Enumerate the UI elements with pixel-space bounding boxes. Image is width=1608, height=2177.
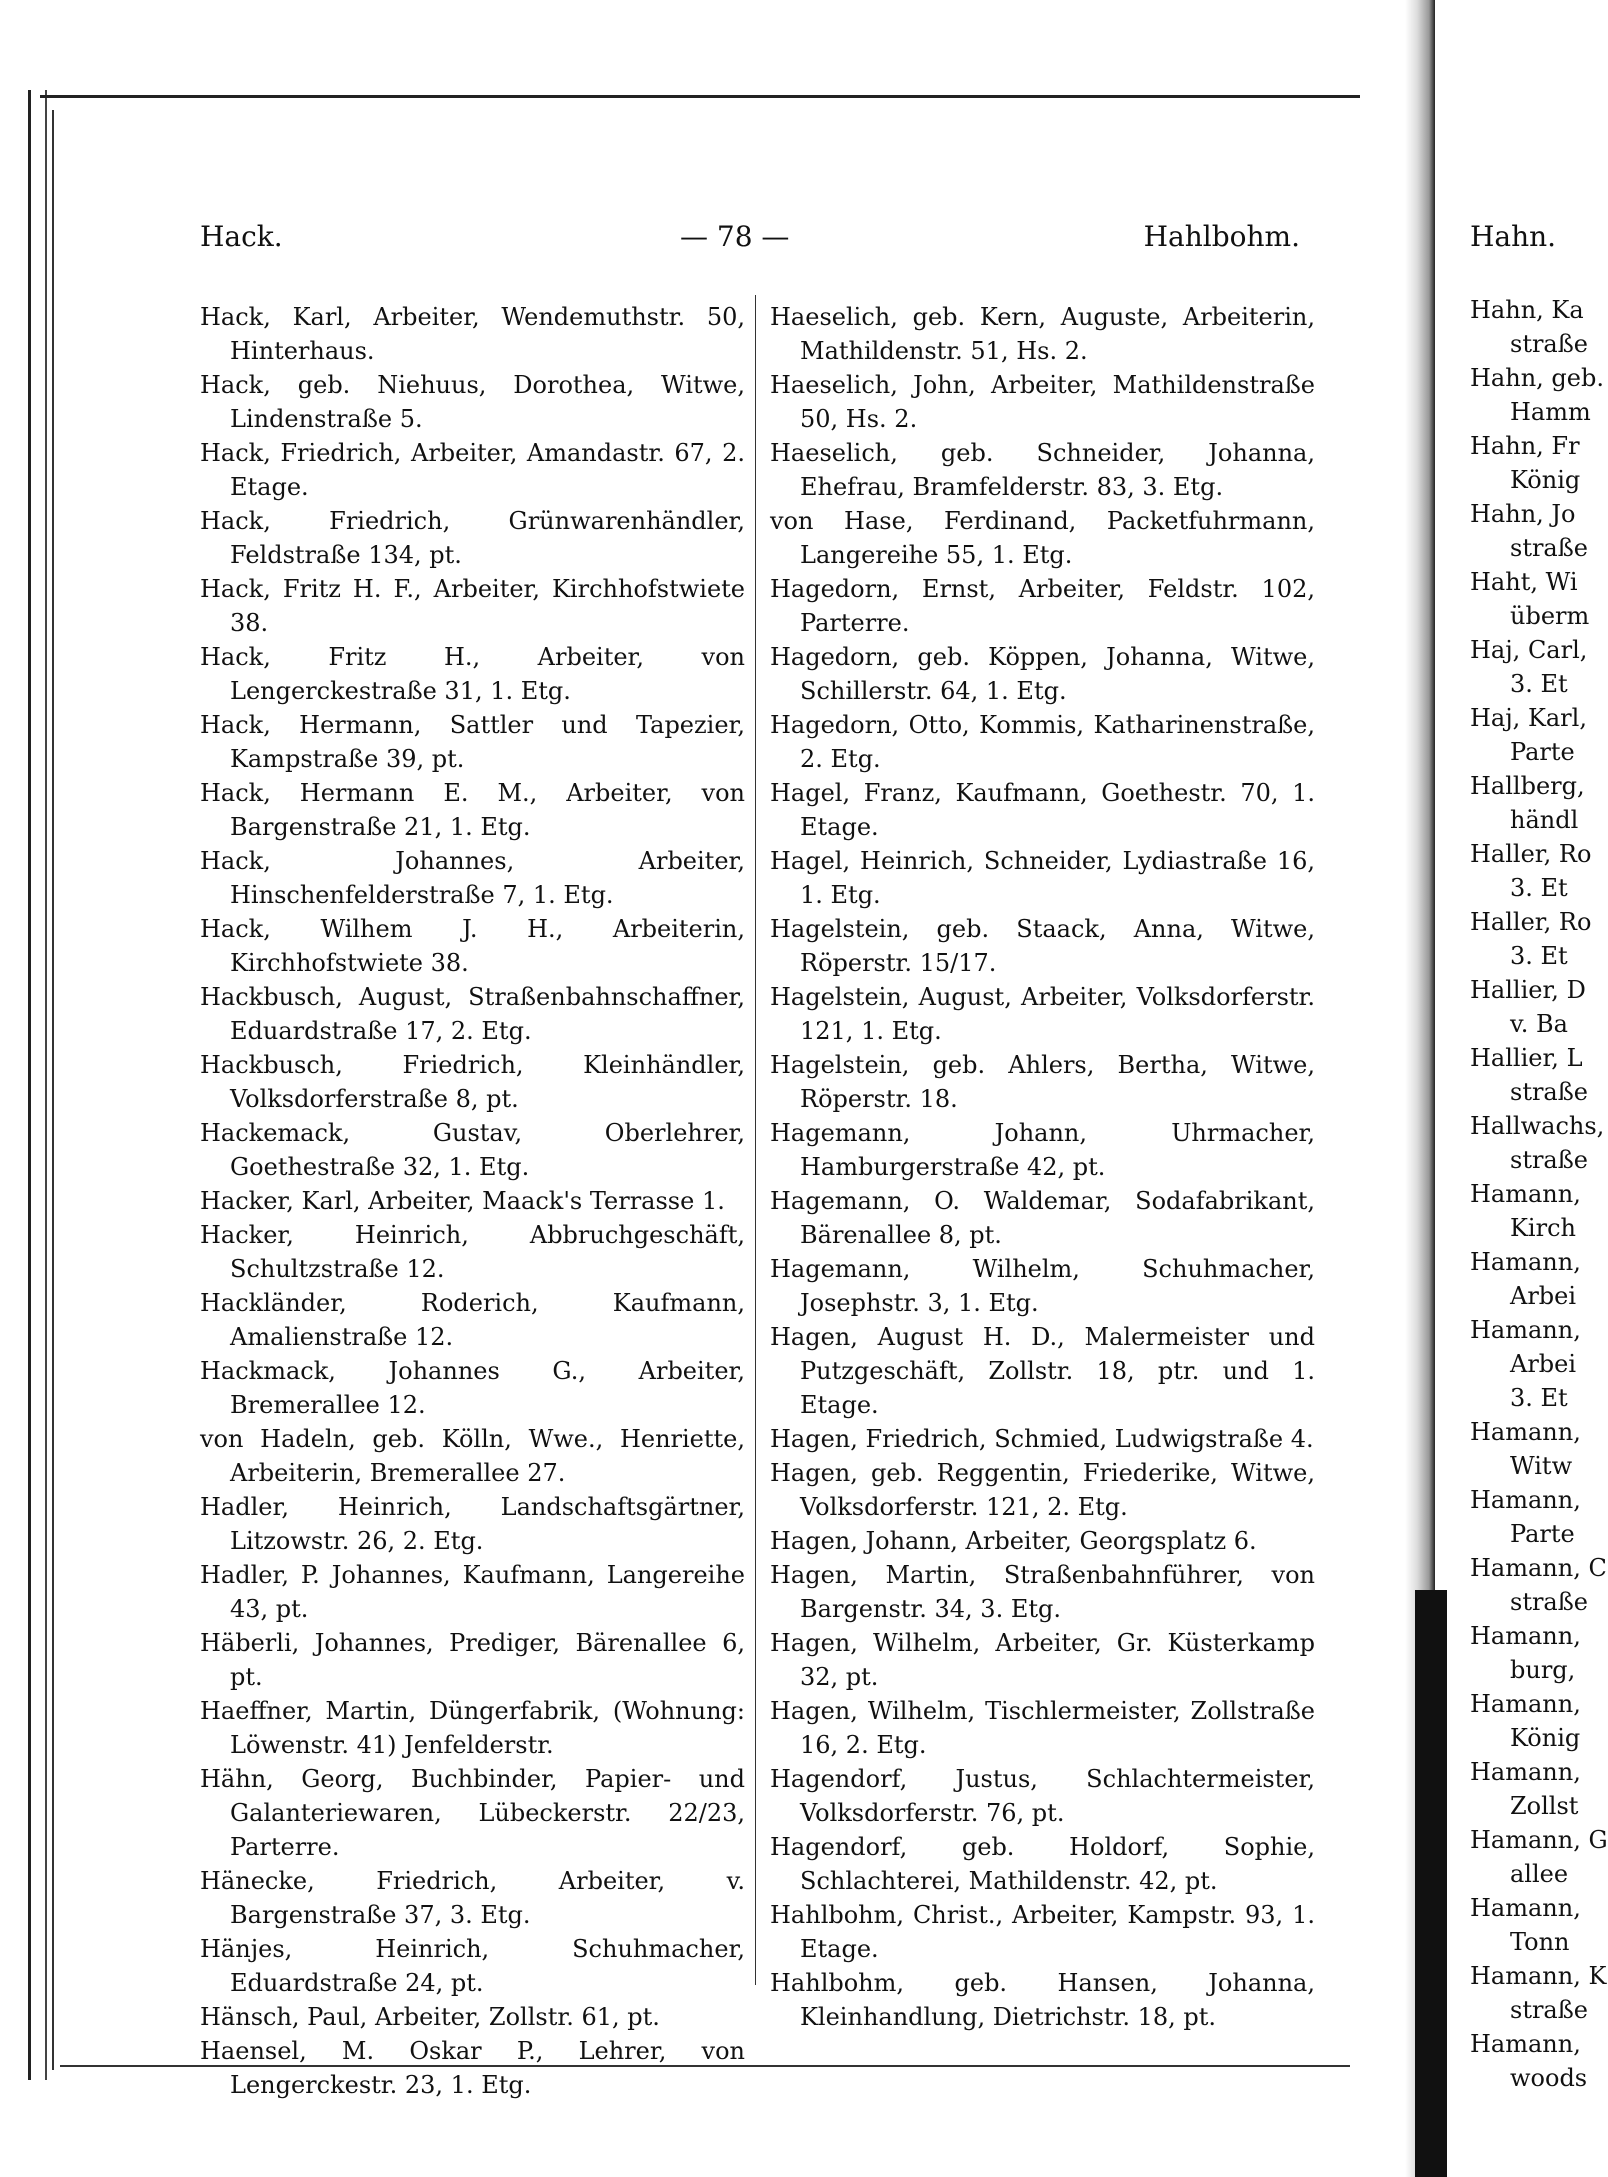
next-page-line: Arbei — [1510, 1350, 1577, 1378]
page-number: — 78 — — [680, 220, 790, 253]
directory-entry: Hagelstein, geb. Ahlers, Bertha, Witwe, Röperstr. 18. — [770, 1051, 1315, 1113]
next-page-line: Tonn — [1510, 1928, 1570, 1956]
directory-entry: Haeffner, Martin, Düngerfabrik, (Wohnung: Löwenstr. 41) Jenfelderstr. — [200, 1697, 745, 1759]
next-page-line: straße — [1510, 1588, 1588, 1616]
left-column — [200, 300, 745, 2102]
directory-entry: Hahlbohm, Christ., Arbeiter, Kampstr. 93, 1. Etage. — [770, 1901, 1315, 1963]
next-page-line: Hahn, Jo — [1470, 500, 1576, 528]
next-page-head: Hahn. — [1470, 220, 1557, 253]
directory-entry: Hagendorf, geb. Holdorf, Sophie, Schlachterei, Mathildenstr. 42, pt. — [770, 1833, 1315, 1895]
directory-entry: Hack, Johannes, Arbeiter, Hinschenfelderstraße 7, 1. Etg. — [200, 847, 745, 909]
directory-entry: Hagen, August H. D., Malermeister und Putzgeschäft, Zollstr. 18, ptr. und 1. Etage. — [770, 1323, 1315, 1419]
next-page-line: straße — [1510, 1078, 1588, 1106]
next-page-line: Haller, Ro — [1470, 840, 1592, 868]
next-page-line: Hallier, L — [1470, 1044, 1583, 1072]
directory-entry: Hähn, Georg, Buchbinder, Papier- und Galanteriewaren, Lübeckerstr. 22/23, Parterre. — [200, 1765, 745, 1861]
directory-entry: Hagemann, O. Waldemar, Sodafabrikant, Bärenallee 8, pt. — [770, 1187, 1315, 1249]
running-head — [200, 220, 1300, 270]
next-page-line: straße — [1510, 1996, 1588, 2024]
next-page-line: Hahn, geb. — [1470, 364, 1604, 392]
directory-entry: Hagedorn, geb. Köppen, Johanna, Witwe, Schillerstr. 64, 1. Etg. — [770, 643, 1315, 705]
directory-entry: Hagel, Franz, Kaufmann, Goethestr. 70, 1. Etage. — [770, 779, 1315, 841]
directory-entry: Hagemann, Wilhelm, Schuhmacher, Josephstr. 3, 1. Etg. — [770, 1255, 1315, 1317]
next-page-line: 3. Et — [1510, 670, 1568, 698]
directory-entry: Hänecke, Friedrich, Arbeiter, v. Bargenstraße 37, 3. Etg. — [200, 1867, 745, 1929]
next-page-line: Hamann, — [1470, 2030, 1581, 2058]
next-page-line: Hamann, — [1470, 1180, 1581, 1208]
directory-entry: Hack, Karl, Arbeiter, Wendemuthstr. 50, Hinterhaus. — [200, 303, 745, 365]
directory-entry: Hackmack, Johannes G., Arbeiter, Bremerallee 12. — [200, 1357, 745, 1419]
next-page-line: Hahn, Ka — [1470, 296, 1584, 324]
next-page-line: Hamann, — [1470, 1418, 1581, 1446]
next-page-line: händl — [1510, 806, 1579, 834]
directory-entry: Häberli, Johannes, Prediger, Bärenallee 6, pt. — [200, 1629, 745, 1691]
gutter-shadow — [1415, 1590, 1447, 2177]
book-edge-inner — [52, 110, 60, 2070]
directory-entry: Hadler, Heinrich, Landschaftsgärtner, Litzowstr. 26, 2. Etg. — [200, 1493, 745, 1555]
next-page-line: König — [1510, 1724, 1581, 1752]
directory-entry: Hacker, Karl, Arbeiter, Maack's Terrasse 1. — [200, 1187, 725, 1215]
directory-entry: Hagemann, Johann, Uhrmacher, Hamburgerstraße 42, pt. — [770, 1119, 1315, 1181]
directory-entry: Hagendorf, Justus, Schlachtermeister, Volksdorferstr. 76, pt. — [770, 1765, 1315, 1827]
directory-entry: Haensel, M. Oskar P., Lehrer, von Lengerckestr. 23, 1. Etg. — [200, 2037, 745, 2099]
next-page-line: Hamann, — [1470, 1758, 1581, 1786]
next-page-line: burg, — [1510, 1656, 1576, 1684]
next-page-line: Parte — [1510, 738, 1575, 766]
directory-entry: Haeselich, John, Arbeiter, Mathildenstraße 50, Hs. 2. — [770, 371, 1315, 433]
next-page-line: Haj, Karl, — [1470, 704, 1587, 732]
directory-entry: Hänsch, Paul, Arbeiter, Zollstr. 61, pt. — [200, 2003, 660, 2031]
next-page-line: Zollst — [1510, 1792, 1579, 1820]
next-page-line: 3. Et — [1510, 874, 1568, 902]
next-page-line: Hamann, C — [1470, 1554, 1607, 1582]
directory-entry: Hagen, geb. Reggentin, Friederike, Witwe, Volksdorferstr. 121, 2. Etg. — [770, 1459, 1315, 1521]
directory-entry: Hack, Friedrich, Grünwarenhändler, Feldstraße 134, pt. — [200, 507, 745, 569]
next-page-fragment — [1470, 220, 1608, 2092]
next-page-line: 3. Et — [1510, 942, 1568, 970]
directory-entry: Hack, Fritz H. F., Arbeiter, Kirchhofstwiete 38. — [200, 575, 745, 637]
column-rule — [755, 295, 756, 1985]
directory-entry: Hagelstein, August, Arbeiter, Volksdorferstr. 121, 1. Etg. — [770, 983, 1315, 1045]
next-page-line: Kirch — [1510, 1214, 1576, 1242]
next-page-line: Haht, Wi — [1470, 568, 1578, 596]
next-page-line: Haj, Carl, — [1470, 636, 1588, 664]
next-page-line: v. Ba — [1510, 1010, 1568, 1038]
directory-entry: Hadler, P. Johannes, Kaufmann, Langereihe 43, pt. — [200, 1561, 745, 1623]
next-page-line: Hallier, D — [1470, 976, 1586, 1004]
next-page-line: Hamann, K — [1470, 1962, 1607, 1990]
directory-entry: Hagedorn, Otto, Kommis, Katharinenstraße, 2. Etg. — [770, 711, 1315, 773]
next-page-line: Hamann, — [1470, 1248, 1581, 1276]
next-page-line: woods — [1510, 2064, 1588, 2092]
directory-entry: Haeselich, geb. Kern, Auguste, Arbeiterin, Mathildenstr. 51, Hs. 2. — [770, 303, 1315, 365]
next-page-line: Arbei — [1510, 1282, 1577, 1310]
next-page-line: Hallberg, — [1470, 772, 1585, 800]
next-page-line: König — [1510, 466, 1581, 494]
directory-entry: Hahlbohm, geb. Hansen, Johanna, Kleinhandlung, Dietrichstr. 18, pt. — [770, 1969, 1315, 2031]
next-page-line: straße — [1510, 534, 1588, 562]
next-page-line: Hamann, — [1470, 1894, 1581, 1922]
running-head-left: Hack. — [200, 220, 283, 253]
next-page-line: Hallwachs, — [1470, 1112, 1605, 1140]
directory-entry: Hagen, Wilhelm, Arbeiter, Gr. Küsterkamp 32, pt. — [770, 1629, 1315, 1691]
directory-entry: Hackemack, Gustav, Oberlehrer, Goethestraße 32, 1. Etg. — [200, 1119, 745, 1181]
next-page-line: straße — [1510, 1146, 1588, 1174]
directory-entry: Hack, Hermann E. M., Arbeiter, von Bargenstraße 21, 1. Etg. — [200, 779, 745, 841]
directory-entry: Haeselich, geb. Schneider, Johanna, Ehefrau, Bramfelderstr. 83, 3. Etg. — [770, 439, 1315, 501]
book-edge-top — [40, 95, 1360, 98]
directory-page — [200, 220, 1320, 2099]
next-page-line: Hamann, — [1470, 1622, 1581, 1650]
next-page-lines — [1470, 293, 1608, 2095]
next-page-line: Hamann, — [1470, 1486, 1581, 1514]
next-page-line: Hamm — [1510, 398, 1591, 426]
directory-entry: Hack, Friedrich, Arbeiter, Amandastr. 67, 2. Etage. — [200, 439, 745, 501]
book-edge-left — [28, 90, 47, 2080]
next-page-line: überm — [1510, 602, 1590, 630]
next-page-line: straße — [1510, 330, 1588, 358]
next-page-line: Witw — [1510, 1452, 1573, 1480]
directory-entry: von Hadeln, geb. Kölln, Wwe., Henriette, Arbeiterin, Bremerallee 27. — [200, 1425, 745, 1487]
directory-entry: Hagelstein, geb. Staack, Anna, Witwe, Röperstr. 15/17. — [770, 915, 1315, 977]
next-page-line: 3. Et — [1510, 1384, 1568, 1412]
next-page-line: Hahn, Fr — [1470, 432, 1580, 460]
next-page-line: Parte — [1510, 1520, 1575, 1548]
directory-entry: Hack, geb. Niehuus, Dorothea, Witwe, Lindenstraße 5. — [200, 371, 745, 433]
next-page-line: Hamann, G — [1470, 1826, 1608, 1854]
next-page-line: Haller, Ro — [1470, 908, 1592, 936]
next-page-line: Hamann, — [1470, 1316, 1581, 1344]
directory-entry: Hagen, Wilhelm, Tischlermeister, Zollstraße 16, 2. Etg. — [770, 1697, 1315, 1759]
directory-entry: Hackbusch, August, Straßenbahnschaffner, Eduardstraße 17, 2. Etg. — [200, 983, 745, 1045]
directory-entry: Hagen, Johann, Arbeiter, Georgsplatz 6. — [770, 1527, 1257, 1555]
next-page-line: allee — [1510, 1860, 1569, 1888]
directory-entry: von Hase, Ferdinand, Packetfuhrmann, Langereihe 55, 1. Etg. — [770, 507, 1315, 569]
directory-entry: Hagen, Martin, Straßenbahnführer, von Bargenstr. 34, 3. Etg. — [770, 1561, 1315, 1623]
next-page-line: Hamann, — [1470, 1690, 1581, 1718]
directory-entry: Hackbusch, Friedrich, Kleinhändler, Volksdorferstraße 8, pt. — [200, 1051, 745, 1113]
directory-entry: Hack, Hermann, Sattler und Tapezier, Kampstraße 39, pt. — [200, 711, 745, 773]
directory-entry: Hagedorn, Ernst, Arbeiter, Feldstr. 102, Parterre. — [770, 575, 1315, 637]
directory-entry: Hänjes, Heinrich, Schuhmacher, Eduardstraße 24, pt. — [200, 1935, 745, 1997]
directory-entry: Hackländer, Roderich, Kaufmann, Amalienstraße 12. — [200, 1289, 745, 1351]
right-column — [770, 300, 1315, 2034]
directory-entry: Hagen, Friedrich, Schmied, Ludwigstraße 4. — [770, 1425, 1314, 1453]
running-head-right: Hahlbohm. — [1143, 220, 1300, 253]
directory-entry: Hagel, Heinrich, Schneider, Lydiastraße 16, 1. Etg. — [770, 847, 1315, 909]
directory-entry: Hack, Wilhem J. H., Arbeiterin, Kirchhofstwiete 38. — [200, 915, 745, 977]
directory-entry: Hacker, Heinrich, Abbruchgeschäft, Schultzstraße 12. — [200, 1221, 745, 1283]
directory-entry: Hack, Fritz H., Arbeiter, von Lengerckestraße 31, 1. Etg. — [200, 643, 745, 705]
